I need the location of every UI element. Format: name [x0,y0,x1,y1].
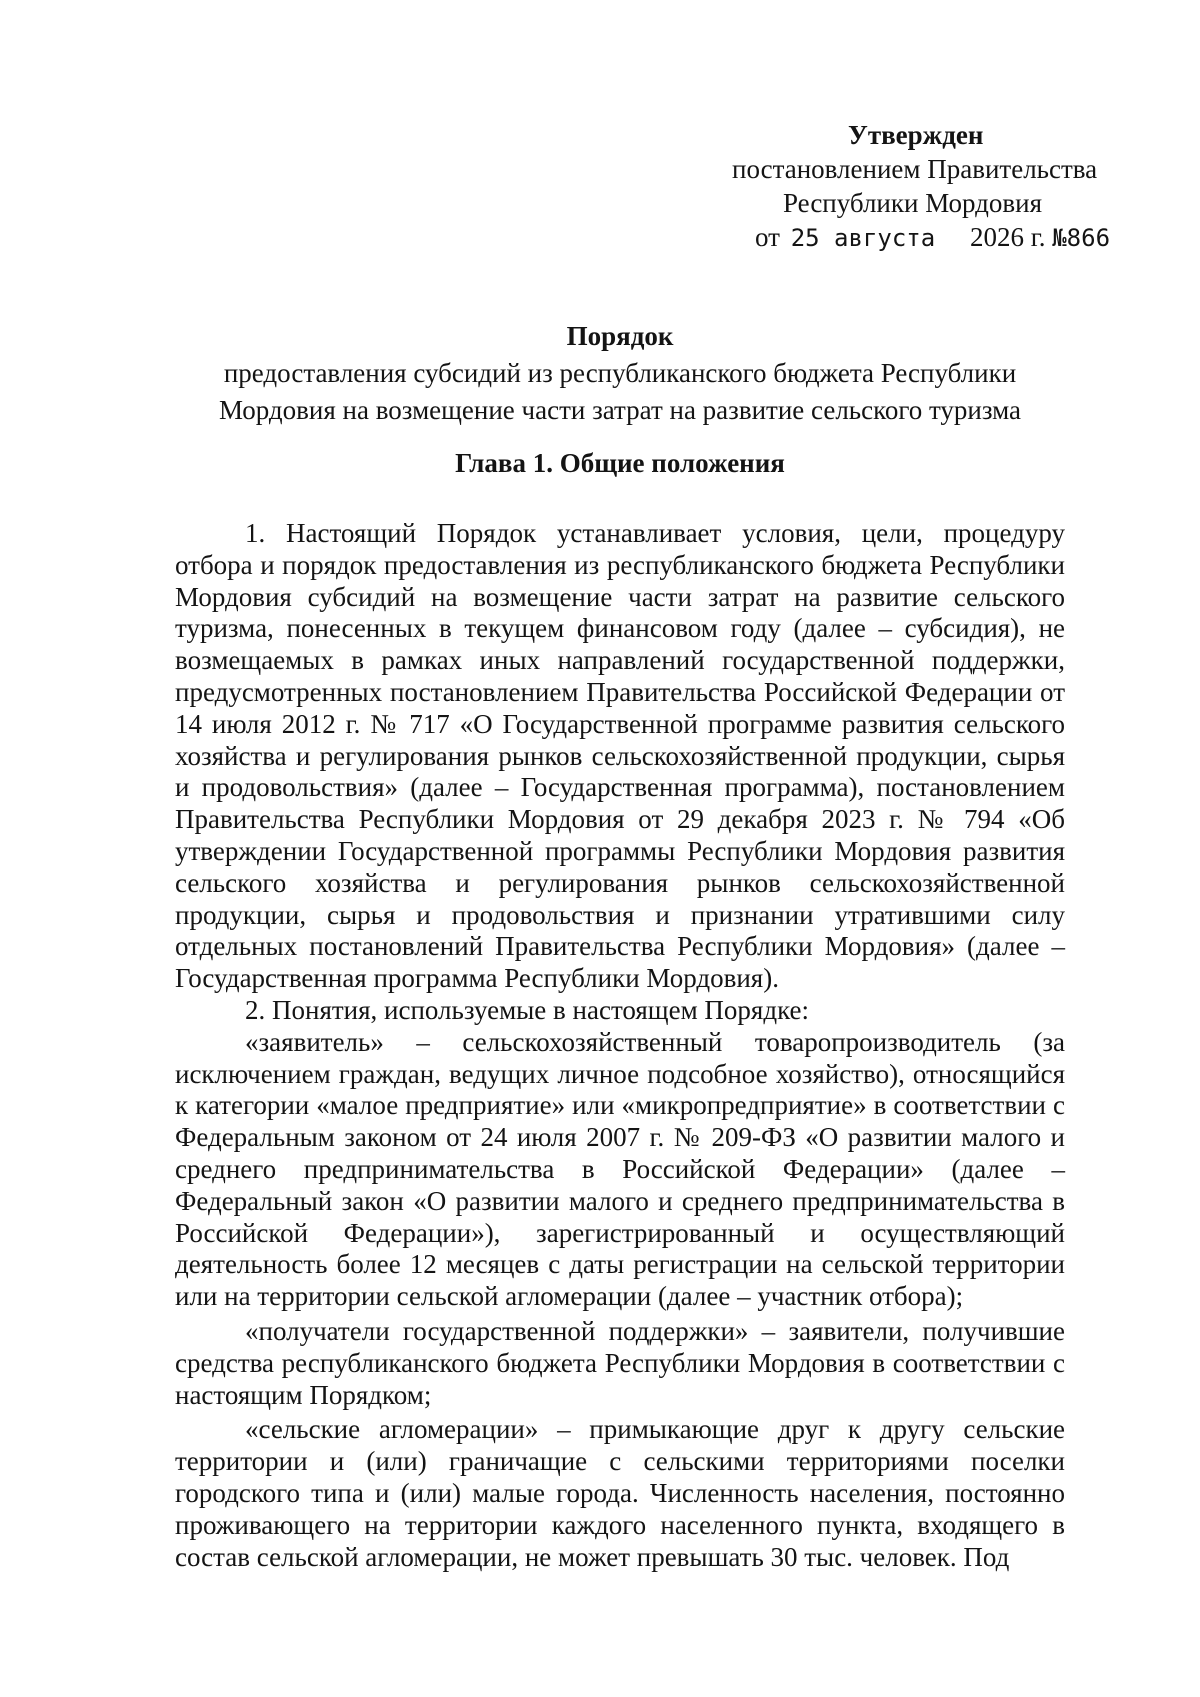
document-body [175,518,1065,1573]
paragraph-2: 2. Понятия, используемые в настоящем Порядке: [245,994,809,1025]
definition-recipients: «получатели государственной поддержки» – заявители, получившие средства республиканского бюджета Республики Мордовия в соответствии с настоящим Порядком; [175,1315,1065,1410]
approval-line-2: Республики Мордовия [783,188,1043,218]
approval-title: Утвержден [848,120,984,150]
document-title-block [175,318,1065,429]
document-title: Порядок [566,321,674,351]
approval-date-year: 2026 г. [969,222,1046,252]
definition-applicant: «заявитель» – сельскохозяйственный товаропроизводитель (за исключением граждан, ведущих личное подсобное хозяйство), относящийся к категории «малое предприятие» или «микропредприятие» в соответствии с Федеральным законом от 24 июля 2007 г. № 209-ФЗ «О развитии малого и среднего предпринимательства в Российской Федерации» (далее – Федеральный закон «О развитии малого и среднего предпринимательства в Российской Федерации»), зарегистрированный и осуществляющий деятельность более 12 месяцев с даты регистрации на сельской территории или на территории сельской агломерации (далее – участник отбора); [175,1026,1065,1312]
approval-line-1: постановлением Правительства [732,154,1098,184]
document-subtitle-line-2: Мордовия на возмещение части затрат на развитие сельского туризма [218,395,1022,425]
definition-agglomerations: «сельские агломерации» – примыкающие друг к другу сельские территории и (или) граничащие с сельскими территориями поселки городского типа и (или) малые города. Численность населения, постоянно проживающего на территории каждого населенного пункта, входящего в состав сельской агломерации, не может превышать 30 тыс. человек. Под [175,1414,1065,1572]
paragraph-1: 1. Настоящий Порядок устанавливает условия, цели, процедуру отбора и порядок предоставления из республиканского бюджета Республики Мордовия субсидий на возмещение части затрат на развитие сельского туризма, понесенных в текущем финансовом году (далее – субсидия), не возмещаемых в рамках иных направлений государственной поддержки, предусмотренных постановлением Правительства Российской Федерации от 14 июля 2012 г. № 717 «О Государственной программе развития сельского хозяйства и регулирования рынков сельскохозяйственной продукции, сырья и продовольствия» (далее – Государственная программа), постановлением Правительства Республики Мордовия от 29 декабря 2023 г. № 794 «Об утверждении Государственной программы Республики Мордовия развития сельского хозяйства и регулирования рынков сельскохозяйственной продукции, сырья и продовольствия и признании утратившими силу отдельных постановлений Правительства Республики Мордовия» (далее – Государственная программа Республики Мордовия). [175,518,1065,994]
approval-date-prefix: от [755,222,780,252]
approval-date-day-month: 25 августа [790,224,936,252]
chapter-heading: Глава 1. Общие положения [455,448,785,478]
approval-number: №866 [1052,224,1111,252]
document-subtitle-line-1: предоставления субсидий из республиканского бюджета Республики [223,358,1017,388]
approval-date-line [755,220,1120,255]
approval-stamp [700,118,1120,255]
